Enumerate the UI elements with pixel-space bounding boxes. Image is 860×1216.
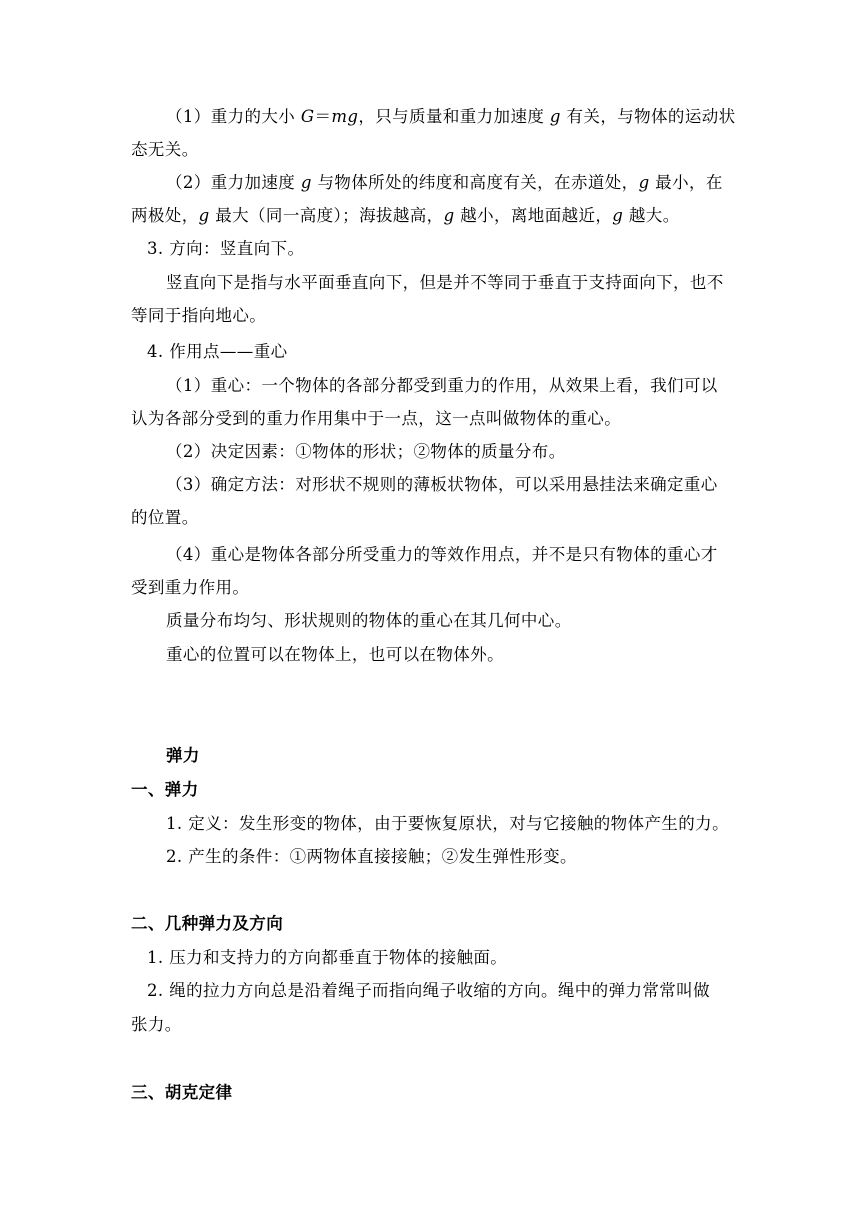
paragraph-line: 受到重力作用。 [131, 578, 250, 597]
paragraph-line: 竖直向下是指与水平面垂直向下，但是并不等同于垂直于支持面向下，也不 [166, 273, 724, 292]
symbol-g: g [549, 107, 561, 126]
paragraph-line: 质量分布均匀、形状规则的物体的重心在其几何中心。 [166, 611, 572, 630]
paragraph-line: 认为各部分受到的重力作用集中于一点，这一点叫做物体的重心。 [131, 409, 622, 428]
symbol-g: g [300, 173, 312, 192]
text-run: 两极处， [131, 206, 199, 225]
text-run: 越大。 [623, 206, 680, 225]
heading: 二、几种弹力及方向 [131, 914, 284, 933]
paragraph-line: 2. 产生的条件：①两物体直接接触；②发生弹性形变。 [166, 847, 577, 866]
paragraph-line: （4）重心是物体各部分所受重力的等效作用点，并不是只有物体的重心才 [166, 545, 718, 564]
symbol-mg: mg [331, 107, 359, 126]
symbol-G: G [300, 107, 315, 126]
paragraph-line: 的位置。 [131, 508, 199, 527]
text-run: 越小，离地面越近， [454, 206, 613, 225]
text-run: ，只与质量和重力加速度 [358, 107, 550, 126]
symbol-g: g [638, 173, 650, 192]
heading: 一、弹力 [131, 780, 199, 799]
text-run: 最小，在 [649, 173, 723, 192]
symbol-g: g [443, 206, 455, 225]
list-item-center-of-gravity: 4. 作用点——重心 [147, 342, 288, 361]
text-run: ＝ [314, 107, 332, 126]
symbol-g: g [612, 206, 624, 225]
paragraph-line: 张力。 [131, 1015, 182, 1034]
text-run: 有关，与物体的运动状 [560, 107, 736, 126]
text-run: （2）重力加速度 [166, 173, 301, 192]
list-item-direction: 3. 方向：竖直向下。 [147, 239, 305, 258]
heading: 三、胡克定律 [131, 1083, 233, 1102]
text-run: 最大（同一高度）；海拔越高， [209, 206, 444, 225]
paragraph-line [131, 204, 680, 228]
paragraph-gravity-acceleration [166, 171, 723, 195]
paragraph-line: （1）重心：一个物体的各部分都受到重力的作用，从效果上看，我们可以 [166, 376, 718, 395]
paragraph-line: （2）决定因素：①物体的形状；②物体的质量分布。 [166, 442, 566, 461]
paragraph-line: 等同于指向地心。 [131, 306, 267, 325]
paragraph-line: 重心的位置可以在物体上，也可以在物体外。 [166, 645, 504, 664]
symbol-g: g [198, 206, 210, 225]
paragraph-line: （3）确定方法：对形状不规则的薄板状物体，可以采用悬挂法来确定重心 [166, 475, 718, 494]
list-item: 1. 压力和支持力的方向都垂直于物体的接触面。 [147, 948, 508, 967]
paragraph-line: 态无关。 [131, 140, 199, 159]
paragraph-gravity-magnitude [166, 105, 736, 129]
section-title: 弹力 [166, 746, 200, 765]
list-item: 2. 绳的拉力方向总是沿着绳子而指向绳子收缩的方向。绳中的弹力常常叫做 [147, 981, 710, 1000]
text-run: 与物体所处的纬度和高度有关，在赤道处， [311, 173, 639, 192]
text-run: （1）重力的大小 [166, 107, 301, 126]
paragraph-line: 1. 定义：发生形变的物体，由于要恢复原状，对与它接触的物体产生的力。 [166, 814, 729, 833]
